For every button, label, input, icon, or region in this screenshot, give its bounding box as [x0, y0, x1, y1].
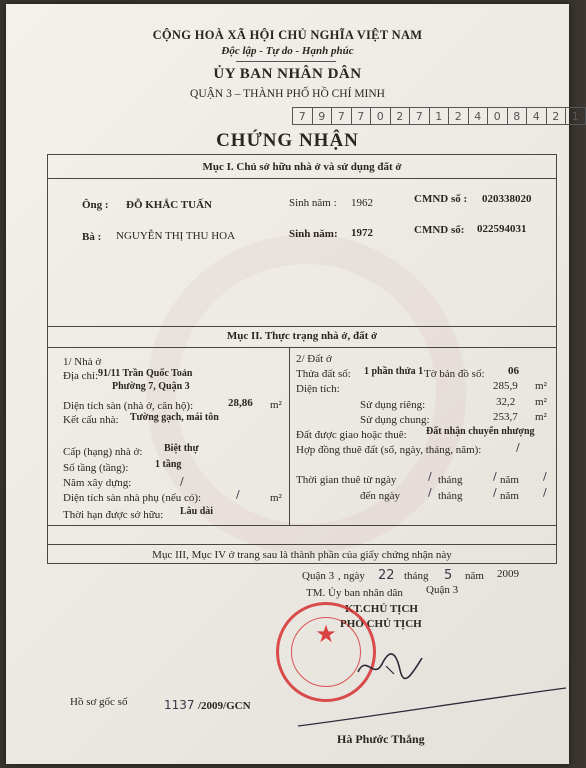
role-vice-chairman: PHÓ CHỦ TỊCH — [340, 618, 422, 630]
footer-note: Mục III, Mục IV ở trang sau là thành phần của giấy chứng nhận này — [152, 549, 452, 561]
house-title: 1/ Nhà ở — [63, 356, 102, 368]
parcel-value: 1 phần thửa 1 — [364, 366, 424, 377]
serial-digit: 4 — [469, 107, 489, 125]
section1-heading: Mục I. Chủ sở hữu nhà ở và sử dụng đất ở — [202, 161, 402, 173]
district-line: QUẬN 3 – THÀNH PHỐ HỒ CHÍ MINH — [190, 88, 385, 100]
serial-digit: 9 — [313, 107, 333, 125]
serial-digit: 4 — [527, 107, 547, 125]
owner2-birth: 1972 — [351, 227, 373, 239]
owner2-prefix: Bà : — [82, 231, 102, 243]
lease-to-month-label: tháng — [438, 490, 463, 502]
lease-contract-label: Hợp đồng thuê đất (số, ngày, tháng, năm): — [296, 444, 482, 456]
owner1-prefix: Ông : — [82, 199, 109, 211]
handwritten-strike-line — [296, 686, 568, 730]
private-use-value: 32,2 — [496, 396, 516, 408]
motto: Độc lập - Tự do - Hạnh phúc — [221, 45, 354, 57]
serial-digit: 8 — [508, 107, 528, 125]
map-value: 06 — [508, 365, 519, 377]
sign-month: 5 — [444, 568, 453, 583]
lease-from-year: / — [543, 470, 547, 483]
floors-label: Số tầng (tầng): — [63, 462, 129, 474]
lease-to-month: / — [493, 486, 497, 499]
floor-area-value: 28,86 — [228, 397, 253, 409]
land-area-value: 285,9 — [493, 380, 518, 392]
lease-from-label: Thời gian thuê từ ngày — [296, 474, 397, 486]
record-label: Hồ sơ gốc số — [70, 696, 128, 708]
sign-year-label: năm — [465, 570, 484, 582]
serial-number-boxes — [292, 107, 586, 125]
address-line2: Phường 7, Quận 3 — [112, 381, 190, 392]
seal-star-icon: ★ — [315, 622, 337, 648]
floors-value: 1 tầng — [155, 459, 182, 470]
on-behalf-place: Quận 3 — [426, 584, 459, 596]
serial-digit: 0 — [488, 107, 508, 125]
section2-top-divider — [47, 326, 557, 327]
footer-row-divider — [47, 544, 557, 545]
section2-divider — [47, 347, 557, 348]
serial-digit: 2 — [449, 107, 469, 125]
committee-title: ỦY BAN NHÂN DÂN — [213, 66, 362, 82]
land-title: 2/ Đất ở — [296, 353, 332, 365]
parcel-label: Thửa đất số: — [296, 368, 351, 380]
owner2-id: 022594031 — [477, 223, 527, 235]
private-use-label: Sử dụng riêng: — [360, 399, 426, 411]
grade-value: Biệt thự — [164, 443, 199, 454]
serial-digit: 7 — [352, 107, 372, 125]
lease-contract-value: / — [516, 441, 520, 454]
owner1-id: 020338020 — [482, 193, 532, 205]
owner2-birth-label: Sinh năm: — [289, 228, 338, 240]
serial-digit: 7 — [292, 107, 313, 125]
section2-column-divider — [289, 347, 290, 525]
section1-divider — [47, 178, 557, 179]
shared-use-label: Sử dụng chung: — [360, 414, 430, 426]
certificate-page — [6, 4, 579, 764]
serial-digit: 7 — [332, 107, 352, 125]
role-chairman: KT.CHỦ TỊCH — [345, 603, 418, 615]
signature-scribble — [356, 644, 426, 684]
certificate-title: CHỨNG NHẬN — [216, 130, 359, 151]
term-value: Lâu dài — [180, 506, 214, 517]
address-label: Địa chỉ: — [63, 370, 99, 382]
aux-area-unit: m² — [270, 492, 282, 504]
owner1-birth: 1962 — [351, 197, 373, 209]
lease-from-year-label: năm — [500, 474, 519, 486]
sign-month-label: tháng — [404, 570, 429, 582]
land-area-label: Diện tích: — [296, 383, 340, 395]
lease-to-year: / — [543, 486, 547, 499]
national-title: CỘNG HOÀ XÃ HỘI CHỦ NGHĨA VIỆT NAM — [152, 28, 423, 42]
serial-digit: 2 — [547, 107, 567, 125]
serial-digit: 2 — [391, 107, 411, 125]
owner1-birth-label: Sinh năm : — [289, 197, 337, 209]
signer-name: Hà Phước Thắng — [337, 732, 425, 746]
floor-area-unit: m² — [270, 399, 282, 411]
floor-area-label: Diện tích sàn (nhà ở, căn hộ): — [63, 400, 194, 412]
sign-day-label: , ngày — [338, 570, 365, 582]
lease-from-month: / — [493, 470, 497, 483]
land-area-unit: m² — [535, 380, 547, 392]
year-built-label: Năm xây dựng: — [63, 477, 132, 489]
assigned-label: Đất được giao hoặc thuê: — [296, 429, 407, 441]
lease-from-day: / — [428, 470, 432, 483]
serial-digit: 1 — [430, 107, 450, 125]
record-number: 1137 — [164, 698, 195, 712]
owner2-name: NGUYỄN THỊ THU HOA — [116, 230, 236, 242]
owner1-name: ĐỖ KHẮC TUẤN — [126, 199, 212, 211]
section2-heading: Mục II. Thực trạng nhà ở, đất ở — [226, 330, 378, 342]
serial-digit: 1 — [566, 107, 586, 125]
serial-digit: 7 — [410, 107, 430, 125]
structure-label: Kết cấu nhà: — [63, 414, 119, 426]
motto-underline — [236, 61, 336, 62]
lease-to-label: đến ngày — [360, 490, 401, 502]
map-label: Tờ bản đồ số: — [424, 368, 485, 380]
sign-place: Quận 3 — [302, 570, 335, 582]
serial-digit: 0 — [371, 107, 391, 125]
shared-use-value: 253,7 — [493, 411, 518, 423]
sign-day: 22 — [378, 568, 395, 583]
footer-row-top-divider — [47, 525, 557, 526]
term-label: Thời hạn được sở hữu: — [63, 509, 164, 521]
record-suffix: /2009/GCN — [198, 700, 251, 712]
shared-use-unit: m² — [535, 411, 547, 423]
grade-label: Cấp (hạng) nhà ở: — [63, 446, 143, 458]
lease-from-month-label: tháng — [438, 474, 463, 486]
lease-to-year-label: năm — [500, 490, 519, 502]
aux-area-label: Diện tích sàn nhà phụ (nếu có): — [63, 492, 202, 504]
lease-to-day: / — [428, 486, 432, 499]
on-behalf: TM. Ủy ban nhân dân — [306, 587, 403, 599]
sign-year: 2009 — [497, 568, 519, 580]
assigned-value: Đất nhận chuyển nhượng — [426, 426, 535, 437]
owner2-id-label: CMND số: — [414, 224, 465, 236]
year-built-value: / — [180, 475, 184, 488]
private-use-unit: m² — [535, 396, 547, 408]
aux-area-value: / — [236, 488, 240, 501]
owner1-id-label: CMND số : — [414, 193, 468, 205]
structure-value: Tường gạch, mái tôn — [130, 412, 219, 423]
address-line1: 91/11 Trần Quốc Toản — [98, 368, 193, 379]
